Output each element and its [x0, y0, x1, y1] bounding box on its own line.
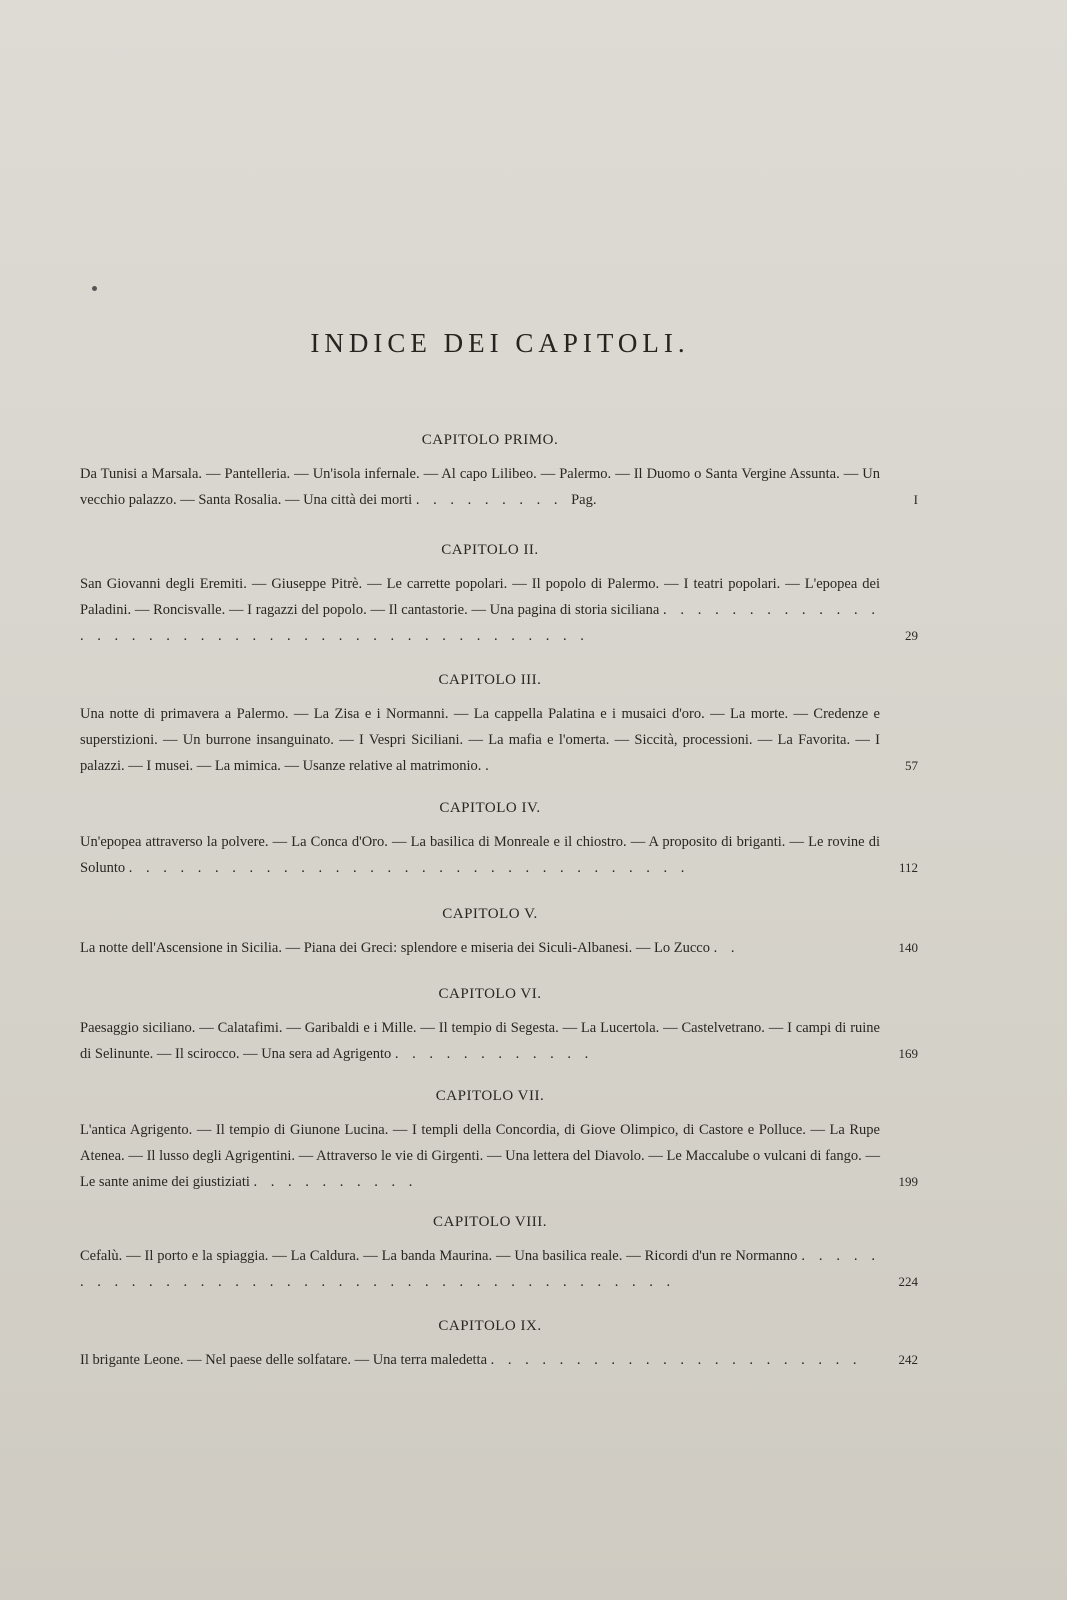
chapter-heading: CAPITOLO PRIMO. — [421, 432, 559, 448]
chapter-page-number: 29 — [905, 628, 918, 643]
chapter-summary: Un'epopea attraverso la polvere. — La Conca d'Oro. — La basilica di Monreale e il chiostro. — A proposito di briganti. — Le rovine di Solunto . . . . . . . . . . . . . . . . . . . . . . . . . . . . . . . . . 112 — [80, 829, 900, 881]
chapter-heading: CAPITOLO II. — [441, 542, 539, 558]
chapter-page-number: 112 — [898, 860, 918, 875]
chapter-summary-text: La notte dell'Ascensione in Sicilia. — Piana dei Greci: splendore e miseria dei Siculi-Albanesi. — Lo Zucco — [80, 940, 710, 956]
chapter-entry — [80, 432, 918, 513]
chapter-summary-text: Una notte di primavera a Palermo. — La Zisa e i Normanni. — La cappella Palatina e i musaici d'oro. — La morte. — Credenze e superstizioni. — Un burrone insanguinato. — I Vespri Siciliani. — La mafia e l'omerta. — Siccità, processioni. — La Favorita. — I palazzi. — I musei. — La mimica. — Usanze relative al matrimonio. — [80, 706, 880, 774]
chapter-heading: CAPITOLO VI. — [438, 986, 542, 1002]
chapter-summary: San Giovanni degli Eremiti. — Giuseppe Pitrè. — Le carrette popolari. — Il popolo di Palermo. — I teatri popolari. — L'epopea dei Paladini. — Roncisvalle. — I ragazzi del popolo. — Il cantastorie. — Una pagina di storia siciliana . . . . . . . . . . . . . . . . . . . . . . . . . . . . . . . . . . . . . . . . . . . 29 — [80, 571, 900, 649]
chapter-page-number: 140 — [898, 940, 918, 955]
chapter-heading: CAPITOLO IV. — [439, 800, 541, 816]
chapter-page-number: 199 — [898, 1174, 918, 1189]
pag-label: Pag. — [571, 492, 597, 508]
chapter-summary-text: Il brigante Leone. — Nel paese delle solfatare. — Una terra maledetta — [80, 1352, 488, 1368]
chapter-entry — [80, 1318, 918, 1373]
chapter-page-number: 57 — [905, 758, 918, 773]
chapter-entry — [80, 1088, 918, 1195]
chapter-heading: CAPITOLO VII. — [435, 1088, 545, 1104]
chapter-summary: Cefalù. — Il porto e la spiaggia. — La Caldura. — La banda Maurina. — Una basilica reale. — Ricordi d'un re Normanno . . . . . . . . . . . . . . . . . . . . . . . . . . . . . . . . . . . . . . . . 224 — [80, 1243, 900, 1295]
chapter-page-number: I — [913, 492, 918, 507]
chapter-summary-text: San Giovanni degli Eremiti. — Giuseppe Pitrè. — Le carrette popolari. — Il popolo di Palermo. — I teatri popolari. — L'epopea dei Paladini. — Roncisvalle. — I ragazzi del popolo. — Il cantastorie. — Una pagina di storia siciliana — [80, 576, 880, 618]
chapter-heading: CAPITOLO V. — [442, 906, 538, 922]
chapter-heading: CAPITOLO VIII. — [433, 1214, 547, 1230]
chapter-entry — [80, 986, 918, 1067]
chapter-summary: L'antica Agrigento. — Il tempio di Giunone Lucina. — I templi della Concordia, di Giove Olimpico, di Castore e Polluce. — La Rupe Atenea. — Il lusso degli Agrigentini. — Attraverso le vie di Girgenti. — Una lettera del Diavolo. — Le Maccalube o vulcani di fango. — Le sante anime dei giustiziati . . . . . . . . . . 199 — [80, 1117, 900, 1195]
chapter-summary-text: Un'epopea attraverso la polvere. — La Conca d'Oro. — La basilica di Monreale e il chiostro. — A proposito di briganti. — Le rovine di Solunto — [80, 834, 880, 876]
chapter-entry — [80, 542, 918, 649]
chapter-summary: La notte dell'Ascensione in Sicilia. — Piana dei Greci: splendore e miseria dei Siculi-Albanesi. — Lo Zucco . . 140 — [80, 935, 900, 961]
chapter-summary-text: Paesaggio siciliano. — Calatafimi. — Garibaldi e i Mille. — Il tempio di Segesta. — La Lucertola. — Castelvetrano. — I campi di ruine di Selinunte. — Il scirocco. — Una sera ad Agrigento — [80, 1020, 880, 1062]
chapter-summary: Una notte di primavera a Palermo. — La Zisa e i Normanni. — La cappella Palatina e i musaici d'oro. — La morte. — Credenze e superstizioni. — Un burrone insanguinato. — I Vespri Siciliani. — La mafia e l'omerta. — Siccità, processioni. — La Favorita. — I palazzi. — I musei. — La mimica. — Usanze relative al matrimonio. . 57 — [80, 701, 900, 779]
chapter-entry — [80, 672, 918, 779]
chapter-page-number: 169 — [898, 1046, 918, 1061]
chapter-entry — [80, 1214, 918, 1295]
chapter-heading: CAPITOLO IX. — [438, 1318, 542, 1334]
chapter-summary: Da Tunisi a Marsala. — Pantelleria. — Un'isola infernale. — Al capo Lilibeo. — Palermo. — Il Duomo o Santa Vergine Assunta. — Un vecchio palazzo. — Santa Rosalia. — Una città dei morti . . . . . . . . . Pag. I — [80, 461, 900, 513]
chapter-summary: Paesaggio siciliano. — Calatafimi. — Garibaldi e i Mille. — Il tempio di Segesta. — La Lucertola. — Castelvetrano. — I campi di ruine di Selinunte. — Il scirocco. — Una sera ad Agrigento . . . . . . . . . . . . 169 — [80, 1015, 900, 1067]
chapter-entry — [80, 800, 918, 881]
chapter-page-number: 242 — [898, 1352, 918, 1367]
page-title: INDICE DEI CAPITOLI. — [310, 328, 690, 358]
page-mark — [92, 286, 97, 291]
chapter-summary: Il brigante Leone. — Nel paese delle solfatare. — Una terra maledetta . . . . . . . . . . . . . . . . . . . . . . 242 — [80, 1347, 900, 1373]
chapter-heading: CAPITOLO III. — [438, 672, 542, 688]
chapter-page-number: 224 — [898, 1274, 918, 1289]
chapter-summary-text: Da Tunisi a Marsala. — Pantelleria. — Un'isola infernale. — Al capo Lilibeo. — Palermo. — Il Duomo o Santa Vergine Assunta. — Un vecchio palazzo. — Santa Rosalia. — Una città dei morti — [80, 466, 880, 508]
chapter-entry — [80, 906, 918, 961]
chapter-summary-text: L'antica Agrigento. — Il tempio di Giunone Lucina. — I templi della Concordia, di Giove Olimpico, di Castore e Polluce. — La Rupe Atenea. — Il lusso degli Agrigentini. — Attraverso le vie di Girgenti. — Una lettera del Diavolo. — Le Maccalube o vulcani di fango. — Le sante anime dei giustiziati — [80, 1122, 880, 1190]
chapter-summary-text: Cefalù. — Il porto e la spiaggia. — La Caldura. — La banda Maurina. — Una basilica reale. — Ricordi d'un re Normanno — [80, 1248, 798, 1264]
